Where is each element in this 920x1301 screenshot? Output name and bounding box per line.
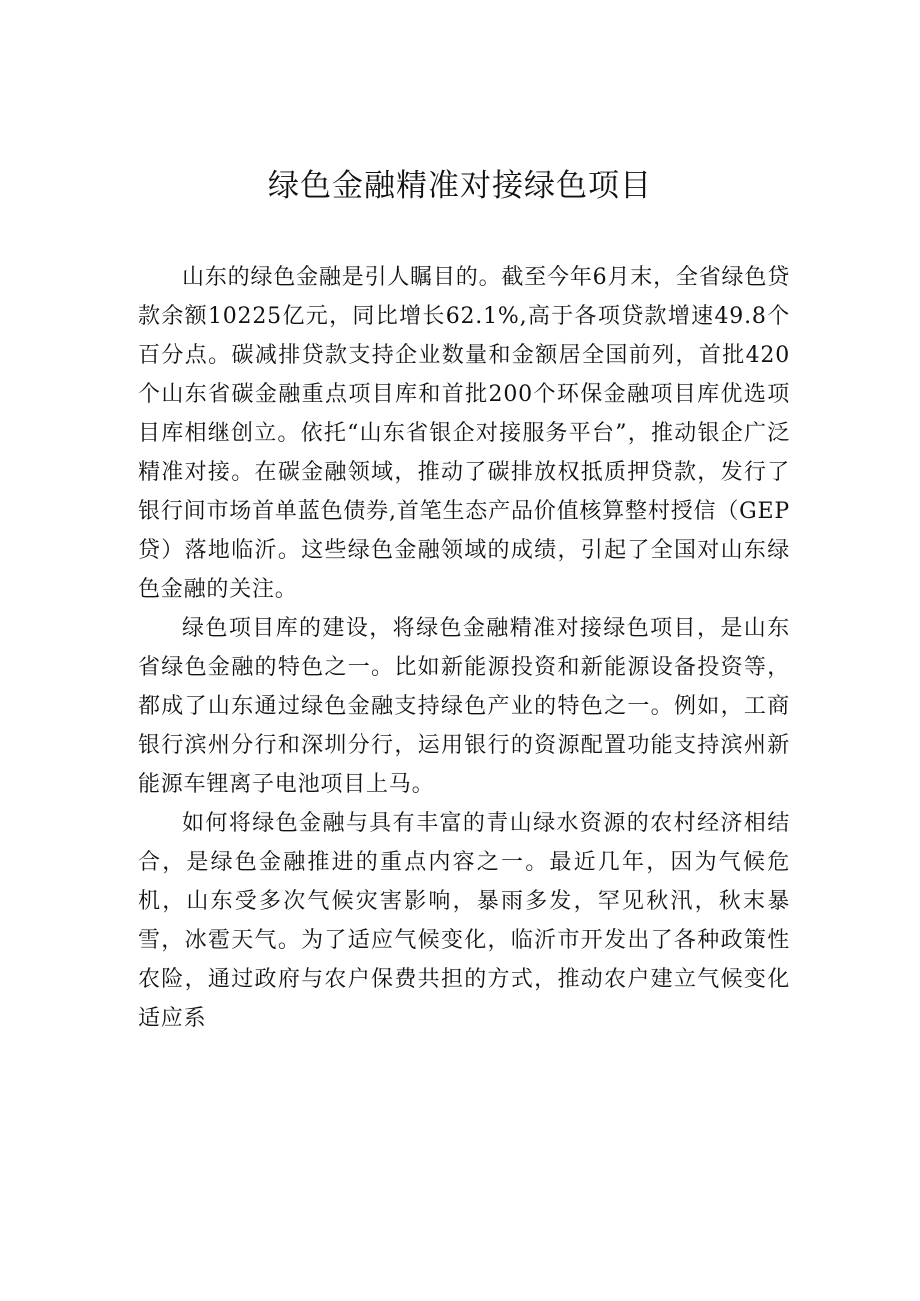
- document-title: 绿色金融精准对接绿色项目: [268, 168, 652, 204]
- document-body: [138, 258, 790, 1038]
- paragraph-2: 绿色项目库的建设，将绿色金融精准对接绿色项目，是山东省绿色金融的特色之一。比如新能源投资和新能源设备投资等，都成了山东通过绿色金融支持绿色产业的特色之一。例如，工商银行滨州分行和深圳分行，运用银行的资源配置功能支持滨州新能源车锂离子电池项目上马。: [138, 616, 790, 797]
- paragraph-3: 如何将绿色金融与具有丰富的青山绿水资源的农村经济相结合，是绿色金融推进的重点内容之一。最近几年，因为气候危机，山东受多次气候灾害影响，暴雨多发，罕见秋汛，秋末暴雪，冰雹天气。为了适应气候变化，临沂市开发出了各种政策性农险，通过政府与农户保费共担的方式，推动农户建立气候变化适应系: [138, 811, 790, 1031]
- paragraph-1: 山东的绿色金融是引人瞩目的。截至今年6月末，全省绿色贷款余额10225亿元，同比增长62.1%,高于各项贷款增速49.8个百分点。碳减排贷款支持企业数量和金额居全国前列，首批420个山东省碳金融重点项目库和首批200个环保金融项目库优选项目库相继创立。依托“山东省银企对接服务平台”，推动银企广泛精准对接。在碳金融领域，推动了碳排放权抵质押贷款，发行了银行间市场首单蓝色债券,首笔生态产品价值核算整村授信（GEP贷）落地临沂。这些绿色金融领域的成绩，引起了全国对山东绿色金融的关注。: [138, 265, 790, 602]
